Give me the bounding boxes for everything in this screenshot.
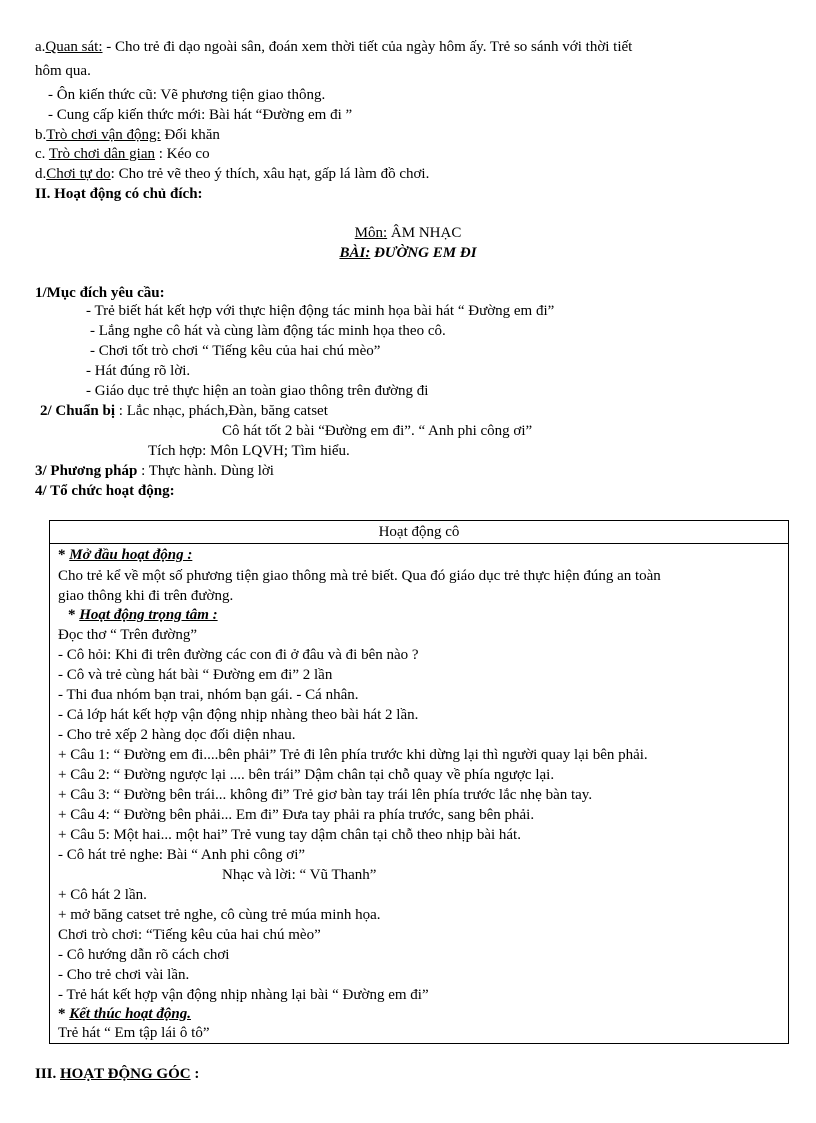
- subject-value: ÂM NHẠC: [387, 225, 462, 241]
- table-line: - Cho trẻ chơi vài lần.: [58, 967, 190, 983]
- table-line: - Cô hỏi: Khi đi trên đường các con đi ở đâu và đi bên nào ?: [58, 647, 419, 663]
- goal-item: - Trẻ biết hát kết hợp với thực hiện động tác minh họa bài hát “ Đường em đi”: [86, 303, 555, 319]
- free-play-label: Chơi tự do: [46, 166, 111, 182]
- table-line: - Cô hướng dẫn rõ cách chơi: [58, 947, 230, 963]
- opening-title: [58, 546, 192, 564]
- observe-continued: hôm qua.: [35, 63, 91, 79]
- folk-game-label: Trò chơi dân gian: [48, 146, 156, 162]
- table-line: giao thông khi đi trên đường.: [58, 588, 234, 604]
- table-line: + Câu 5: Một hai... một hai” Trẻ vung tay dậm chân tại chỗ theo nhịp bài hát.: [58, 827, 521, 843]
- goal-item: - Giáo dục trẻ thực hiện an toàn giao thông trên đường đi: [86, 383, 429, 399]
- table-line: - Cô hát trẻ nghe: Bài “ Anh phi công ơi”: [58, 847, 306, 863]
- bullet-star: *: [58, 547, 70, 563]
- table-line: Chơi trò chơi: “Tiếng kêu của hai chú mèo”: [58, 927, 321, 943]
- method-text: : Thực hành. Dùng lời: [137, 463, 274, 479]
- folk-game-line: [35, 145, 210, 163]
- free-play-line: [35, 165, 429, 183]
- observe-line: [35, 38, 632, 56]
- motor-game-text: Đối khăn: [160, 127, 220, 143]
- section-3-prefix: III.: [35, 1066, 61, 1082]
- free-play-text: : Cho trẻ vẽ theo ý thích, xâu hạt, gấp lá làm đồ chơi.: [110, 166, 430, 182]
- table-line: + Câu 1: “ Đường em đi....bên phải” Trẻ đi lên phía trước khi dừng lại thì người quay lại bên phải.: [58, 747, 648, 763]
- item-prefix: b.: [35, 127, 47, 143]
- music-credit: Nhạc và lời: “ Vũ Thanh”: [222, 867, 377, 883]
- table-line: + Câu 2: “ Đường ngược lại .... bên trái” Dậm chân tại chỗ quay về phía ngược lại.: [58, 767, 555, 783]
- table-line: - Trẻ hát kết hợp vận động nhịp nhàng lại bài “ Đường em đi”: [58, 987, 429, 1003]
- activity-table: [49, 520, 789, 1044]
- section-3-suffix: :: [190, 1066, 200, 1082]
- method-heading: 3/ Phương pháp: [35, 463, 138, 479]
- main-title: [68, 606, 218, 624]
- observe-text: - Cho trẻ đi dạo ngoài sân, đoán xem thời tiết của ngày hôm ấy. Trẻ so sánh với thời tiết: [102, 39, 633, 55]
- prep-line: [40, 402, 328, 420]
- table-line: Cho trẻ kể về một số phương tiện giao thông mà trẻ biết. Qua đó giáo dục trẻ thực hiện đúng an toàn: [58, 568, 661, 584]
- table-line: Trẻ hát “ Em tập lái ô tô”: [58, 1025, 210, 1041]
- table-line: - Thi đua nhóm bạn trai, nhóm bạn gái. - Cá nhân.: [58, 687, 359, 703]
- closing-title-text: Kết thúc hoạt động.: [69, 1006, 191, 1022]
- item-prefix: d.: [35, 166, 47, 182]
- table-line: + Câu 3: “ Đường bên trái... không đi” Trẻ giơ bàn tay trái lên phía trước lắc nhẹ bàn tay.: [58, 787, 593, 803]
- main-title-text: Hoạt động trọng tâm :: [79, 607, 218, 623]
- table-line: - Cho trẻ xếp 2 hàng dọc đối diện nhau.: [58, 727, 296, 743]
- table-line: - Cô và trẻ cùng hát bài “ Đường em đi” 2 lần: [58, 667, 333, 683]
- review-knowledge: - Ôn kiến thức cũ: Vẽ phương tiện giao thông.: [48, 87, 326, 103]
- motor-game-label: Trò chơi vận động:: [46, 127, 161, 143]
- prep-heading: 2/ Chuẩn bị: [40, 403, 116, 419]
- opening-title-text: Mở đầu hoạt động :: [69, 547, 193, 563]
- bullet-star: *: [58, 1006, 70, 1022]
- prep-songs: Cô hát tốt 2 bài “Đường em đi”. “ Anh phi công ơi”: [222, 423, 533, 439]
- section-3-title: HOẠT ĐỘNG GÓC: [60, 1066, 191, 1082]
- subject-line: [0, 224, 816, 242]
- table-header: Hoạt động cô: [50, 521, 788, 544]
- lesson-label: BÀI:: [339, 245, 371, 261]
- table-line: - Cả lớp hát kết hợp vận động nhịp nhàng theo bài hát 2 lần.: [58, 707, 419, 723]
- motor-game-line: [35, 126, 220, 144]
- table-line: + mở băng catset trẻ nghe, cô cùng trẻ múa minh họa.: [58, 907, 381, 923]
- method-line: [35, 462, 274, 480]
- lesson-title: [0, 244, 816, 262]
- new-knowledge: - Cung cấp kiến thức mới: Bài hát “Đường em đi ”: [48, 107, 353, 123]
- item-prefix: a.: [35, 39, 46, 55]
- table-line: + Cô hát 2 lần.: [58, 887, 147, 903]
- bullet-star: *: [68, 607, 80, 623]
- item-prefix: c.: [35, 146, 49, 162]
- section-3-heading: [35, 1065, 199, 1083]
- goals-heading: 1/Mục đích yêu cầu:: [35, 285, 165, 301]
- subject-label: Môn:: [354, 225, 388, 241]
- folk-game-text: : Kéo co: [155, 146, 210, 162]
- goal-item: - Chơi tốt trò chơi “ Tiếng kêu của hai chú mèo”: [90, 343, 381, 359]
- lesson-name: ĐƯỜNG EM ĐI: [370, 245, 477, 261]
- prep-integration: Tích hợp: Môn LQVH; Tìm hiểu.: [148, 443, 350, 459]
- closing-title: [58, 1005, 191, 1023]
- goal-item: - Lắng nghe cô hát và cùng làm động tác minh họa theo cô.: [90, 323, 446, 339]
- goal-item: - Hát đúng rõ lời.: [86, 363, 191, 379]
- table-line: + Câu 4: “ Đường bên phải... Em đi” Đưa tay phải ra phía trước, sang bên phải.: [58, 807, 535, 823]
- section-2-heading: II. Hoạt động có chủ đích:: [35, 186, 203, 202]
- table-line: Đọc thơ “ Trên đường”: [58, 627, 197, 643]
- organize-heading: 4/ Tổ chức hoạt động:: [35, 483, 175, 499]
- observe-label: Quan sát:: [45, 39, 103, 55]
- prep-materials: : Lắc nhạc, phách,Đàn, băng catset: [115, 403, 328, 419]
